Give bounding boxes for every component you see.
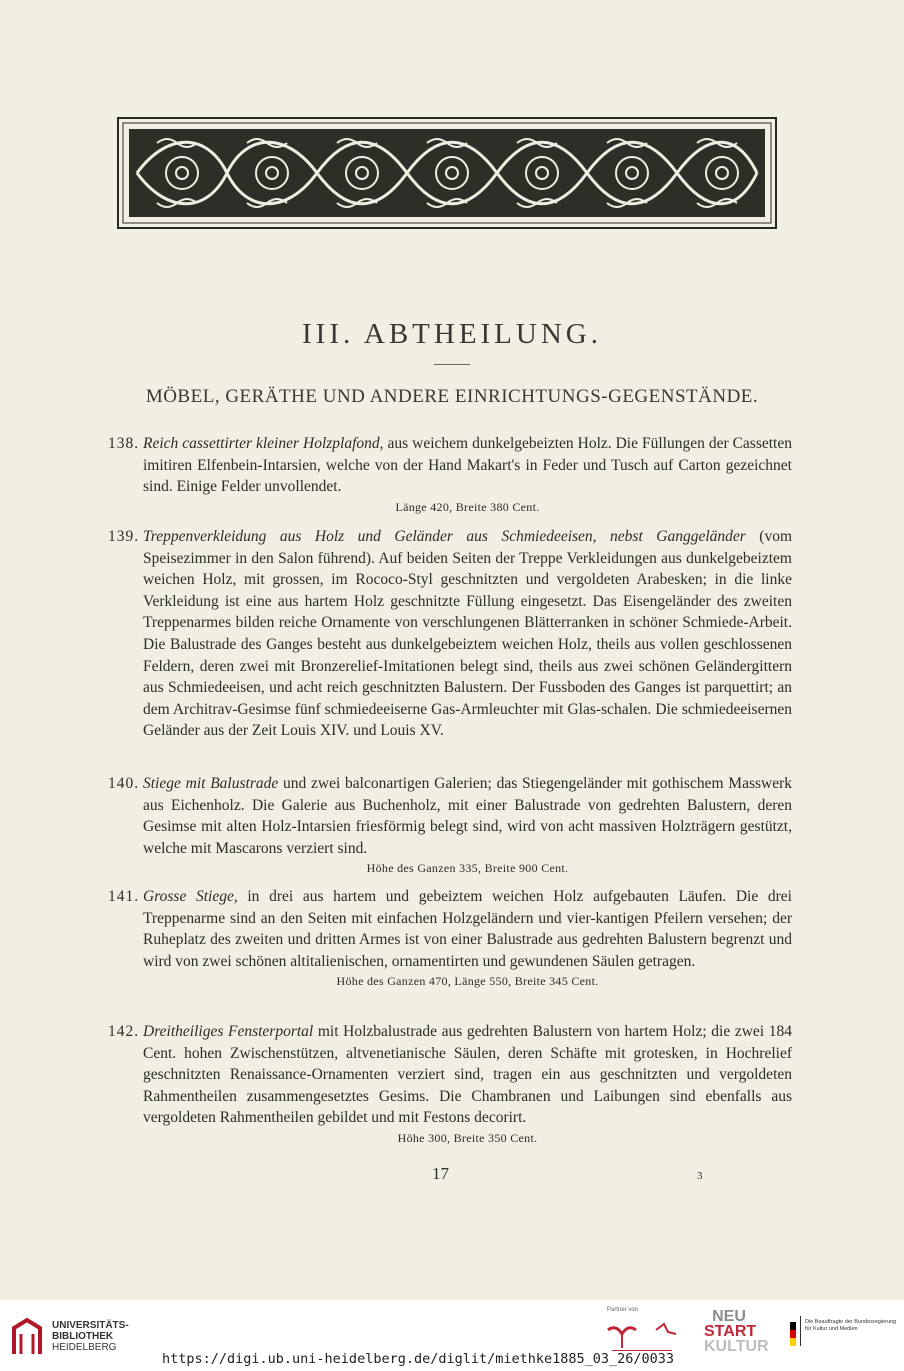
entry-title: Stiege mit Balustrade (143, 775, 279, 792)
page-number: 17 (432, 1164, 449, 1183)
federal-eagle-flag-icon (790, 1322, 798, 1346)
library-line-2: BIBLIOTHEK (52, 1331, 114, 1342)
catalog-entry-138 (108, 433, 792, 516)
neustart-kultur-logo[interactable] (704, 1308, 769, 1355)
entry-dimensions: Höhe des Ganzen 470, Länge 550, Breite 345 Cent. (336, 974, 599, 989)
entry-number: 139. (108, 528, 140, 545)
catalog-entry-142 (108, 1021, 792, 1147)
entry-text: aus weichem dunkelgebeizten Holz. Die Füllungen der Cassetten imitiren Elfenbein-Intarsien, welche von der Hand Makart's in Feder und Tusch auf Carton gezeichnet sind. Einige Felder unvollendet. (143, 435, 792, 496)
entry-body (143, 773, 792, 859)
catalog-entry-141 (108, 886, 792, 990)
university-library-name[interactable] (52, 1320, 129, 1353)
bkm-divider (800, 1316, 801, 1346)
signature-mark: 3 (697, 1170, 703, 1182)
entry-text: und zwei balconartigen Galerien; das Stiegengeländer mit gothischem Masswerk aus Eichenholz. Die Galerie aus Buchenholz, mit einer Balustrade von gedrehten Balustern, deren Gesimse mit alten Holz-Intarsien friesförmig belegt sind, wird von acht massiven Holzträgern gestützt, welche mit Mascarons verziert sind. (143, 775, 792, 857)
entry-number: 140. (108, 775, 140, 792)
entry-body (143, 526, 792, 742)
entry-number: 141. (108, 888, 140, 905)
catalog-entry-139 (108, 526, 792, 742)
neustart-line-3: KULTUR (704, 1338, 769, 1355)
entry-text: (vom Speisezimmer in den Salon führend). Auf beiden Seiten der Treppe Verkleidungen aus dunkelgebeiztem weichen Holz, mit grossen, im Rococo-Styl geschnitzten und vergoldeten Arabesken; in die linke Verkleidung ist eine aus hartem Holz geschnitzte Füllung eingesetzt. Das Eisengeländer des zweiten Treppenarmes bilden reiche Ornamente von verschlungenen Blätterranken in schöner Schmiede-Arbeit. Die Balustrade des Ganges besteht aus dunkelgebeiztem weichen Holz, theils aus vollen geschlossenen Feldern, deren zwei mit Bronzerelief-Imitationen belegt sind, theils aus zwei schönen Geländergittern aus Schmiedeeisen, und acht reich geschnitzten Balustern. Der Fussboden des Ganges ist parquettirt; an dem Architrav-Gesimse fünf schmiedeeiserne Gas-Armleuchter mit Glas-schalen. Die schmiedeeisernen Geländer aus der Zeit Louis XIV. und Louis XV. (143, 528, 793, 740)
entry-body (143, 433, 792, 498)
entry-dimensions: Höhe 300, Breite 350 Cent. (397, 1130, 538, 1145)
bkm-line-1: Die Beauftragte der Bundesregierung (805, 1319, 897, 1325)
entry-title: Dreitheiliges Fensterportal (143, 1023, 314, 1040)
entry-number: 142. (108, 1023, 140, 1040)
ornamental-headpiece (117, 117, 777, 229)
footer-bar (0, 1300, 904, 1371)
entry-title: Treppenverkleidung aus Holz und Geländer aus Schmiedeeisen, nebst Ganggeländer (143, 528, 746, 545)
entry-text: mit Holzbalustrade aus gedrehten Balustern von hartem Holz; die zwei 184 Cent. hohen Zwischenstützen, altvenetianische Säulen, deren Schäfte mit grotesken, in Hochrelief geschnitzten Renaissance-Ornamenten verziert sind, tragen ein aus geschnitzten und vergoldeten Rahmentheilen zusammengesetztes Gesims. Die Chambranen und Laibungen sind ebenfalls aus vergoldeten Rahmentheilen gebildet und mit Festons decorirt. (143, 1023, 792, 1127)
section-title: III. ABTHEILUNG. (302, 318, 602, 350)
entry-body (143, 1021, 792, 1129)
entry-title: Reich cassettirter kleiner Holzplafond, (143, 435, 384, 452)
section-subtitle: MÖBEL, GERÄTHE UND ANDERE EINRICHTUNGS-GEGENSTÄNDE. (145, 386, 759, 407)
entry-text: in drei aus hartem und gebeiztem weichen Holz aufgebauten Läufen. Die drei Treppenarme sind an den Seiten mit einfachen Holzgeländern und vier-kantigen Pfeilern versehen; der Ruheplatz des zweiten und dritten Armes ist von einer Balustrade aus gedrehten Balustern begrenzt und wird von zwei schönen altitalienischen, ornamentirten und gewundenen Säulen getragen. (143, 888, 792, 970)
bkm-logo-text[interactable] (805, 1319, 896, 1333)
partner-logo-icon[interactable] (606, 1316, 696, 1356)
entry-body (143, 886, 792, 972)
catalog-entry-140 (108, 773, 792, 877)
library-line-3: HEIDELBERG (52, 1342, 117, 1353)
neustart-line-1: NEU (712, 1308, 746, 1325)
entry-number: 138. (108, 435, 140, 452)
entry-dimensions: Länge 420, Breite 380 Cent. (395, 499, 540, 514)
entry-dimensions: Höhe des Ganzen 335, Breite 900 Cent. (366, 861, 569, 876)
permalink-url[interactable]: https://digi.ub.uni-heidelberg.de/diglit/miethke1885_03_26/0033 (162, 1351, 675, 1367)
title-divider (434, 364, 470, 365)
neustart-line-2: START (704, 1323, 757, 1340)
partner-label: Partner von (607, 1307, 639, 1313)
library-line-1: UNIVERSITÄTS- (52, 1320, 129, 1331)
entry-title: Grosse Stiege, (143, 888, 238, 905)
university-library-logo-icon[interactable] (10, 1318, 44, 1356)
bkm-line-2: für Kultur und Medien (805, 1326, 858, 1332)
